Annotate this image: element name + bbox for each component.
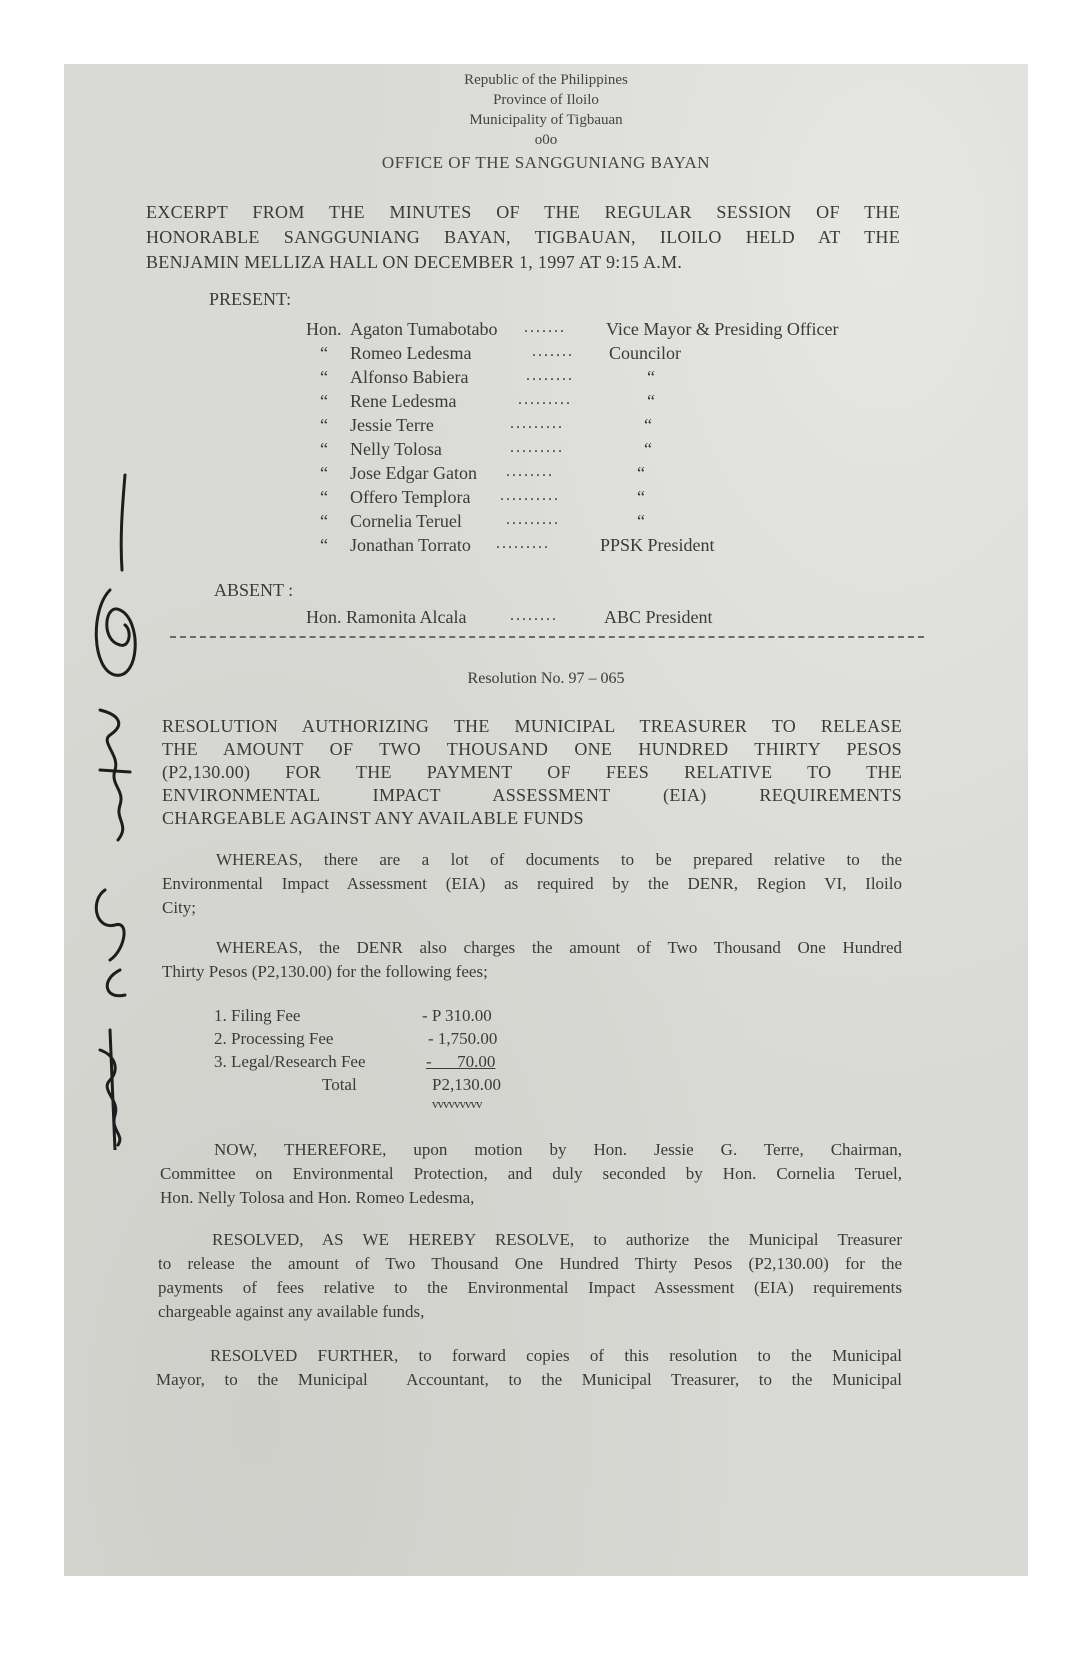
resolved-further-line-2: Mayor, to the Municipal Accountant, to the Municipal Treasurer, to the Municipal	[156, 1370, 902, 1389]
member-dots: .........	[506, 511, 560, 528]
member-name: Jonathan Torrato	[350, 535, 471, 555]
member-role: “	[637, 487, 645, 507]
resolution-title-line-3: (P2,130.00) FOR THE PAYMENT OF FEES RELATIVE TO THE	[162, 762, 902, 782]
member-prefix: “	[320, 415, 328, 435]
member-prefix: “	[320, 535, 328, 555]
excerpt-line-2: HONORABLE SANGGUNIANG BAYAN, TIGBAUAN, ILOILO HELD AT THE	[146, 227, 900, 247]
member-role: “	[637, 463, 645, 483]
member-dots: ..........	[500, 487, 560, 504]
member-name: Romeo Ledesma	[350, 343, 472, 363]
member-prefix: “	[320, 439, 328, 459]
member-prefix: “	[320, 511, 328, 531]
member-role: “	[644, 439, 652, 459]
member-role: “	[647, 367, 655, 387]
member-dots: ........	[526, 367, 574, 384]
member-role: “	[637, 511, 645, 531]
resolved-line-1: RESOLVED, AS WE HEREBY RESOLVE, to authorize the Municipal Treasurer	[212, 1230, 902, 1249]
absent-prefix: Hon.	[306, 607, 342, 627]
excerpt-line-1: EXCERPT FROM THE MINUTES OF THE REGULAR SESSION OF THE	[146, 202, 900, 222]
member-dots: .......	[532, 343, 574, 360]
resolution-title-line-4: ENVIRONMENTAL IMPACT ASSESSMENT (EIA) REQUIREMENTS	[162, 785, 902, 805]
absent-name: Ramonita Alcala	[346, 607, 467, 627]
member-role: Vice Mayor & Presiding Officer	[606, 319, 839, 339]
resolution-title-line-1: RESOLUTION AUTHORIZING THE MUNICIPAL TREASURER TO RELEASE	[162, 716, 902, 736]
member-role: PPSK President	[600, 535, 715, 555]
fee-amount: - 1,750.00	[428, 1029, 498, 1048]
header-ornament: o0o	[534, 132, 558, 148]
whereas2-line-1: WHEREAS, the DENR also charges the amount of Two Thousand One Hundred	[216, 938, 902, 957]
member-prefix: “	[320, 367, 328, 387]
whereas1-line-2: Environmental Impact Assessment (EIA) as required by the DENR, Region VI, Iloilo	[162, 874, 902, 893]
member-dots: .........	[518, 391, 572, 408]
resolved-line-3: payments of fees relative to the Environmental Impact Assessment (EIA) requirements	[158, 1278, 902, 1297]
now-therefore-line-1: NOW, THEREFORE, upon motion by Hon. Jessie G. Terre, Chairman,	[214, 1140, 902, 1159]
fee-label: 3. Legal/Research Fee	[214, 1052, 366, 1071]
margin-signature	[70, 470, 160, 1150]
member-dots: .......	[524, 319, 566, 336]
member-name: Nelly Tolosa	[350, 439, 442, 459]
resolution-number: Resolution No. 97 – 065	[467, 670, 625, 687]
member-name: Alfonso Babiera	[350, 367, 469, 387]
member-prefix: Hon.	[306, 319, 342, 339]
office-title: OFFICE OF THE SANGGUNIANG BAYAN	[381, 153, 711, 172]
absent-role: ABC President	[604, 607, 713, 627]
member-role: “	[644, 415, 652, 435]
whereas1-line-3: City;	[162, 898, 197, 917]
document-page	[64, 64, 1028, 1576]
resolved-further-line-1: RESOLVED FURTHER, to forward copies of this resolution to the Municipal	[210, 1346, 902, 1365]
header-province: Province of Iloilo	[493, 92, 599, 108]
now-therefore-line-2: Committee on Environmental Protection, and duly seconded by Hon. Cornelia Teruel,	[160, 1164, 902, 1183]
member-name: Rene Ledesma	[350, 391, 457, 411]
resolved-line-2: to release the amount of Two Thousand One Hundred Thirty Pesos (P2,130.00) for the	[158, 1254, 902, 1273]
member-dots: ........	[506, 463, 554, 480]
now-therefore-line-3: Hon. Nelly Tolosa and Hon. Romeo Ledesma,	[160, 1188, 475, 1207]
member-name: Jessie Terre	[350, 415, 434, 435]
member-role: Councilor	[609, 343, 681, 363]
member-name: Agaton Tumabotabo	[350, 319, 498, 339]
resolution-title-line-2: THE AMOUNT OF TWO THOUSAND ONE HUNDRED THIRTY PESOS	[162, 739, 902, 759]
fee-amount: - 70.00	[426, 1052, 496, 1071]
fee-label: 1. Filing Fee	[214, 1006, 301, 1025]
member-dots: .........	[496, 535, 550, 552]
whereas1-line-1: WHEREAS, there are a lot of documents to be prepared relative to the	[216, 850, 902, 869]
member-prefix: “	[320, 343, 328, 363]
absent-dots: ........	[510, 607, 558, 624]
header-republic: Republic of the Philippines	[464, 72, 628, 88]
member-dots: .........	[510, 439, 564, 456]
member-dots: .........	[510, 415, 564, 432]
header-municipality: Municipality of Tigbauan	[469, 112, 623, 128]
total-amount: P2,130.00	[432, 1075, 501, 1094]
member-prefix: “	[320, 487, 328, 507]
fee-label: 2. Processing Fee	[214, 1029, 334, 1048]
excerpt-line-3: BENJAMIN MELLIZA HALL ON DECEMBER 1, 1997 AT 9:15 A.M.	[146, 252, 683, 272]
member-prefix: “	[320, 391, 328, 411]
member-name: Cornelia Teruel	[350, 511, 462, 531]
present-label: PRESENT:	[209, 289, 292, 309]
separator-line	[170, 636, 924, 638]
member-name: Jose Edgar Gaton	[350, 463, 477, 483]
total-label: Total	[322, 1075, 357, 1094]
total-mark: vvvvvvvvv	[432, 1096, 482, 1111]
resolution-title-line-5: CHARGEABLE AGAINST ANY AVAILABLE FUNDS	[162, 808, 584, 828]
absent-label: ABSENT :	[214, 580, 294, 600]
fee-amount: - P 310.00	[422, 1006, 492, 1025]
resolved-line-4: chargeable against any available funds,	[158, 1302, 425, 1321]
member-prefix: “	[320, 463, 328, 483]
member-role: “	[647, 391, 655, 411]
member-name: Offero Templora	[350, 487, 471, 507]
whereas2-line-2: Thirty Pesos (P2,130.00) for the following fees;	[162, 962, 488, 981]
